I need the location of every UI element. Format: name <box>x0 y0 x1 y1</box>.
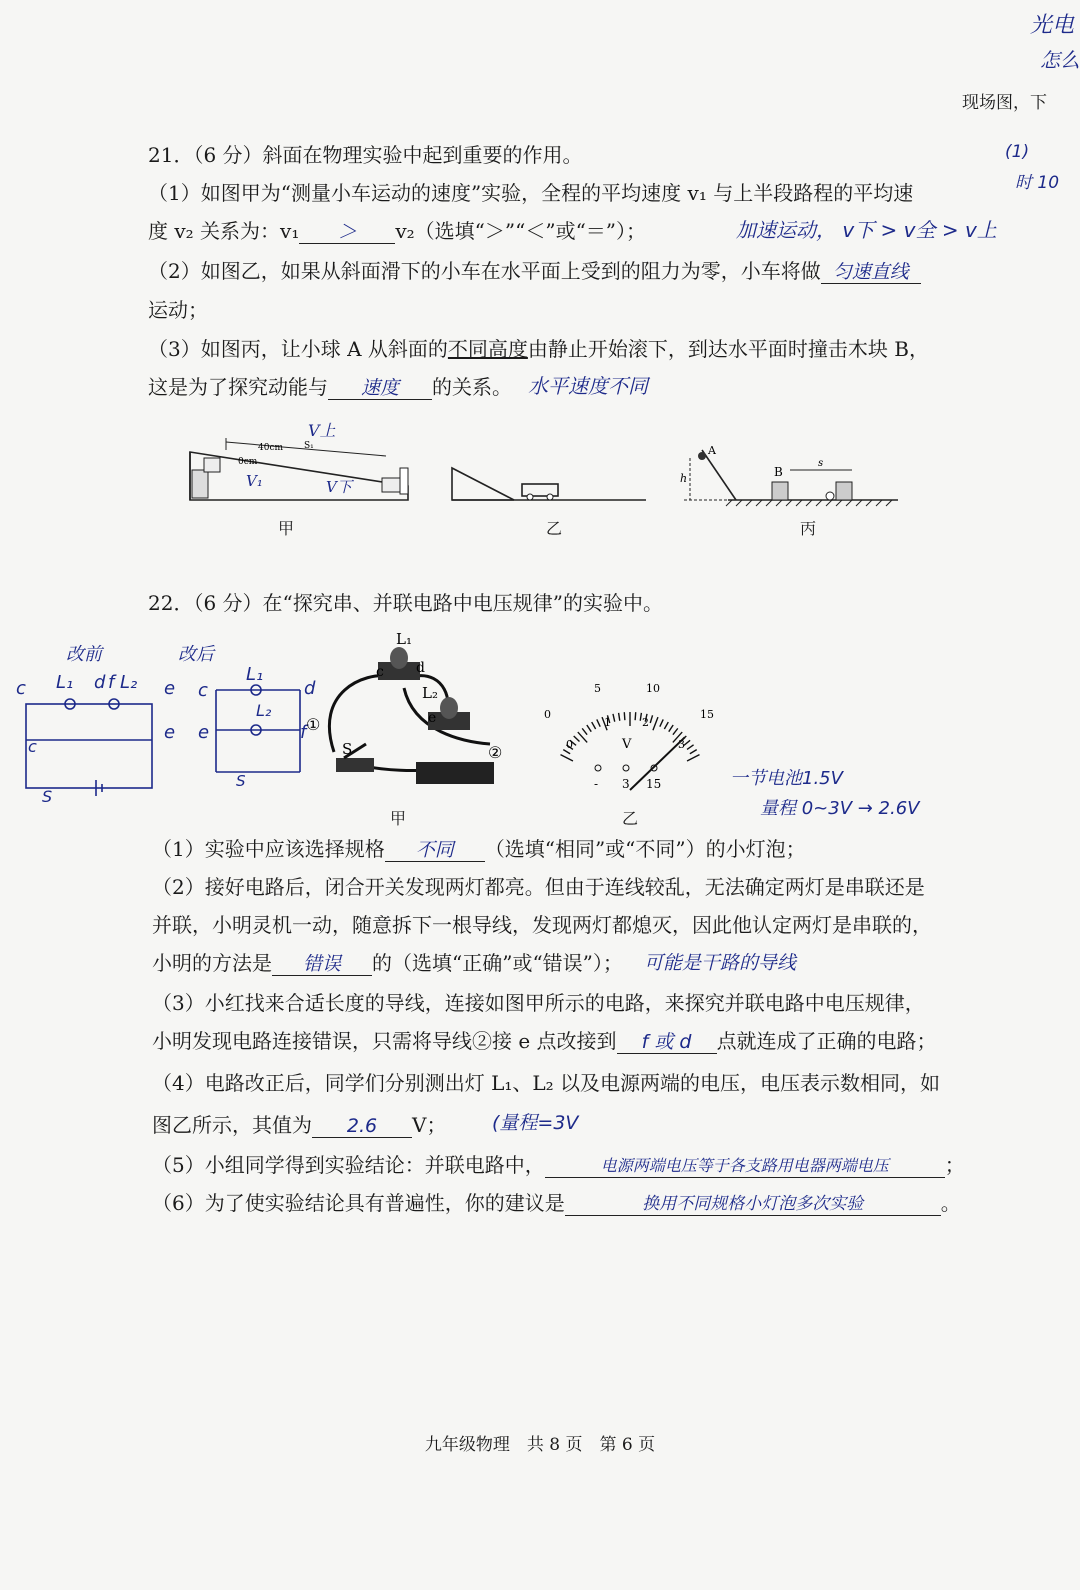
q21-p3b-pre: 这是为了探究动能与 <box>148 375 328 399</box>
q22-meter-note-a: 一节电池1.5V <box>730 768 843 789</box>
q22-p3-pre: 小明发现电路连接错误，只需将导线②接 e 点改接到 <box>152 1029 617 1053</box>
sketch2-e: e <box>198 722 210 743</box>
jia-label-40cm: 40cm <box>258 443 284 453</box>
q22-p4-post: V； <box>412 1113 447 1137</box>
bing-label-B: B <box>774 465 783 479</box>
q22-caption-jia: 甲 <box>390 809 407 828</box>
q22-p6-line <box>152 1190 961 1216</box>
q22-p6-answer: 换用不同规格小灯泡多次实验 <box>565 1191 941 1216</box>
meter-tick <box>635 712 636 720</box>
q22-p5-line <box>152 1152 965 1178</box>
q22-p4-pre: 图乙所示，其值为 <box>152 1113 312 1137</box>
q22-p3-line-a: （3）小红找来合适长度的导线，连接如图甲所示的电路，来探究并联电路中电压规律， <box>152 991 925 1015</box>
q22-p3-line-b <box>152 1028 937 1054</box>
meter-tick <box>687 745 694 750</box>
meter-terminal-15: 15 <box>646 777 662 791</box>
meter-tick <box>653 717 658 730</box>
page-footer: 九年级物理 共 8 页 第 6 页 <box>424 1435 656 1455</box>
sketch2-l2: L₂ <box>256 701 272 720</box>
q21-p2-answer: 匀速直线 <box>821 259 921 284</box>
meter-tick <box>574 736 580 742</box>
meter-lower-1: 1 <box>604 716 611 729</box>
sketch1-e-mid: e <box>164 722 176 743</box>
q22-caption-yi: 乙 <box>622 809 639 828</box>
q21-p3-note: 水平速度不同 <box>528 374 648 398</box>
meter-unit: V <box>622 737 632 752</box>
meter-tick <box>592 722 596 729</box>
q21-title: 21．（6 分）斜面在物理实验中起到重要的作用。 <box>148 143 583 167</box>
sketch2-title: 改后 <box>178 644 214 665</box>
q22-p2-note: 可能是干路的导线 <box>644 952 797 974</box>
meter-tick <box>690 750 697 754</box>
sketch2-f: f <box>300 722 307 743</box>
q21-p2-line <box>148 258 921 284</box>
q22-p1-post: （选填“相同”或“不同”）的小灯泡； <box>484 837 806 861</box>
q22-sketch-before <box>14 640 184 810</box>
corner-note-3: 现场图，下 <box>962 93 1047 113</box>
sketch1-f: f <box>108 672 115 693</box>
q22-p5-post: ； <box>944 1153 965 1177</box>
sketch1-l2: L₂ <box>120 672 138 693</box>
meter-upper-15: 15 <box>700 708 714 721</box>
q21-caption-yi: 乙 <box>546 519 563 538</box>
sketch2-s: S <box>236 772 246 790</box>
q22-p3-post: 点就连成了正确的电路； <box>716 1029 937 1053</box>
meter-tick <box>587 725 591 732</box>
q21-figure-yi <box>450 462 650 504</box>
q21-p3-line-a <box>148 336 929 362</box>
q21-p1-note: 加速运动， v下 > v全 > v上 <box>736 218 997 242</box>
q21-p1-post: v₂（选填“＞”“＜”或“＝”）； <box>395 219 647 243</box>
meter-tick <box>597 719 600 726</box>
q22-p2-line-b: 并联，小明灵机一动，随意拆下一根导线，发现两灯都熄灭，因此他认定两灯是串联的， <box>152 913 932 937</box>
q22-p4-answer: 2.6 <box>312 1113 412 1138</box>
q22-voltmeter <box>540 678 720 798</box>
meter-tick <box>619 713 620 721</box>
q22-circuit-jia <box>304 632 514 798</box>
q22-p1-answer: 不同 <box>385 837 485 862</box>
meter-tick <box>669 725 673 732</box>
circuit-e: e <box>428 710 437 726</box>
circuit-L2: L₂ <box>422 684 438 702</box>
meter-tick <box>673 728 678 734</box>
meter-tick <box>624 712 625 720</box>
q22-p5-pre: （5）小组同学得到实验结论：并联电路中， <box>152 1153 545 1177</box>
q22-p6-pre: （6）为了使实验结论具有普遍性，你的建议是 <box>152 1191 565 1215</box>
corner-note-2: 怎么 <box>1040 48 1080 72</box>
sketch2-c: c <box>198 680 208 701</box>
q21-p3-line-b <box>148 374 512 400</box>
meter-tick <box>582 728 587 734</box>
meter-tick <box>613 714 615 722</box>
meter-tick <box>687 755 699 761</box>
q22-title: 22．（6 分）在“探究串、并联电路中电压规律”的实验中。 <box>148 591 663 615</box>
sketch1-title: 改前 <box>66 644 102 665</box>
bing-label-h: h <box>680 472 688 485</box>
q21-caption-jia: 甲 <box>278 519 295 538</box>
jia-hw-v1: V₁ <box>246 472 263 490</box>
q22-p1-pre: （1）实验中应该选择规格 <box>152 837 385 861</box>
q21-p1-answer: ＞ <box>299 219 395 244</box>
q21-caption-bing: 丙 <box>800 519 817 538</box>
q21-p2-post: 运动； <box>148 298 208 322</box>
q21-p3b-post: 的关系。 <box>432 375 512 399</box>
q22-p4-line-a: （4）电路改正后，同学们分别测出灯 L₁、L₂ 以及电源两端的电压，电压表示数相同，如 <box>152 1071 941 1095</box>
circuit-d: d <box>416 660 425 676</box>
meter-tick <box>664 722 668 729</box>
q22-p5-answer: 电源两端电压等于各支路用电器两端电压 <box>545 1153 945 1178</box>
sketch2-l1: L₁ <box>246 664 264 685</box>
q22-p2-post: 的（选填“正确”或“错误”）； <box>372 951 623 975</box>
sketch1-e-top: e <box>164 678 176 699</box>
q22-p2-line-a: （2）接好电路后，闭合开关发现两灯都亮。但由于连线较乱，无法确定两灯是串联还是 <box>152 875 925 899</box>
q21-p1-pre: 度 v₂ 关系为：v₁ <box>148 219 300 243</box>
q21-p1-line-a: （1）如图甲为“测量小车运动的速度”实验，全程的平均速度 v₁ 与上半段路程的平均速 <box>148 181 914 205</box>
q22-p2-pre: 小明的方法是 <box>152 951 272 975</box>
bing-label-A: A <box>708 444 716 457</box>
jia-label-0cm: 0cm <box>238 457 258 467</box>
jia-hw-vdown: V下 <box>326 478 352 496</box>
circuit-S: S <box>342 740 353 758</box>
q22-p2-answer: 错误 <box>272 951 372 976</box>
q21-p3-pre: （3）如图丙，让小球 A 从斜面的 <box>148 337 448 361</box>
bing-label-s: s <box>818 458 824 469</box>
meter-tick <box>660 719 663 726</box>
corner-note-5: 时 10 <box>1015 173 1060 193</box>
q22-p3-answer: f 或 d <box>617 1029 717 1054</box>
q22-p4-line-b <box>152 1112 446 1138</box>
sketch1-l1: L₁ <box>56 672 74 693</box>
q21-p3-underlined: 不同高度 <box>447 337 528 361</box>
corner-note-1: 光电 <box>1030 13 1075 38</box>
q21-p2-pre: （2）如图乙，如果从斜面滑下的小车在水平面上受到的阻力为零，小车将做 <box>148 259 821 283</box>
meter-tick <box>650 715 652 723</box>
q22-p4-note: (量程=3V <box>492 1112 579 1134</box>
sketch1-s: S <box>42 787 53 806</box>
meter-lower-3: 3 <box>678 738 685 751</box>
meter-lower-2: 2 <box>642 716 649 729</box>
jia-hw-vup: V上 <box>308 421 336 440</box>
sketch1-c-mid: c <box>28 737 37 756</box>
meter-terminal-neg: - <box>594 777 599 791</box>
meter-tick <box>561 755 573 761</box>
circuit-L1: L₁ <box>396 632 412 648</box>
q21-p1-line-b <box>148 218 646 244</box>
q21-figure-jia <box>186 420 412 510</box>
q22-p2-line-c <box>152 950 623 976</box>
circuit-wire1: ① <box>306 715 321 734</box>
sketch1-d: d <box>94 672 106 693</box>
circuit-wire2: ② <box>488 743 503 762</box>
q21-figure-bing <box>680 444 902 508</box>
meter-upper-0: 0 <box>544 708 551 721</box>
meter-upper-5: 5 <box>594 682 601 695</box>
corner-note-4: (1) <box>1005 142 1030 162</box>
circuit-c: c <box>376 664 384 680</box>
sketch2-d: d <box>304 678 316 699</box>
q22-p1-line <box>152 836 806 862</box>
meter-terminal-3: 3 <box>622 777 630 791</box>
meter-lower-0: 0 <box>566 738 573 751</box>
jia-label-s1: S₁ <box>304 441 314 451</box>
q22-meter-note-b: 量程 0~3V → 2.6V <box>760 798 920 819</box>
q21-p3-post: 由静止开始滚下，到达水平面时撞击木块 B， <box>527 337 929 361</box>
q21-p3-answer: 速度 <box>328 375 432 400</box>
sketch1-c: c <box>16 678 26 699</box>
q22-p6-post: 。 <box>940 1191 961 1215</box>
meter-upper-10: 10 <box>646 682 660 695</box>
